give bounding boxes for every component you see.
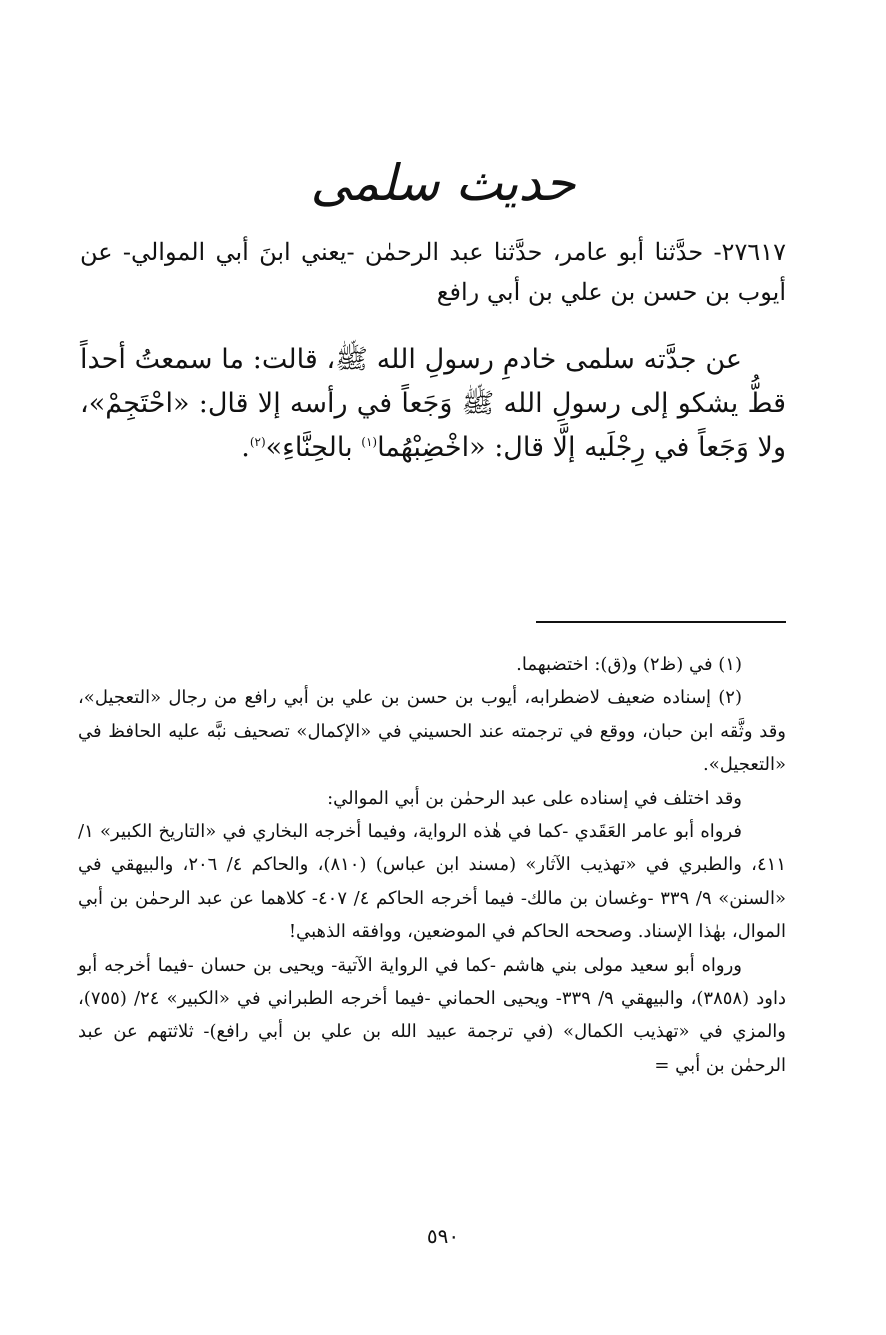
matn-indent	[742, 344, 786, 375]
isnad-text: حدَّثنا أبو عامر، حدَّثنا عبد الرحمٰن -يعني ابنَ أبي الموالي- عن أيوب بن حسن بن علي بن أبي رافع	[80, 238, 786, 306]
footnotes	[78, 648, 786, 1082]
footnote-marker-2[interactable]: (٢)	[249, 435, 266, 449]
footnote-2: (٢) إسناده ضعيف لاضطرابه، أيوب بن حسن بن علي بن أبي رافع من رجال «التعجيل»، وقد وثَّقه ابن حبان، ووقع في ترجمته عند الحسيني في «الإكمال» تصحيف نبَّه عليه الحافظ في «التعجيل».	[78, 687, 786, 776]
hadith-isnad	[80, 232, 786, 312]
matn-text-b: بالحِنَّاءِ»	[265, 432, 353, 463]
hadith-matn	[80, 338, 786, 470]
section-title: حديث سلمى	[310, 154, 576, 212]
footnote-separator	[536, 621, 786, 623]
footnote-marker-1[interactable]: (١)	[361, 435, 378, 449]
footnote-1: (١) في (ظ٢) و(ق): اختضبهما.	[516, 654, 742, 675]
matn-text-a: عن جدَّته سلمى خادمِ رسولِ الله ﷺ، قالت: ما سمعتُ أحداً قطُّ يشكو إلى رسولِ الله ﷺ وَجَعاً في رأسه إلا قال: «احْتَجِمْ»، ولا وَجَعاً في رِجْلَيه إلَّا قال: «اخْضِبْهُما	[80, 344, 786, 463]
footnote-paragraph: ورواه أبو سعيد مولى بني هاشم -كما في الرواية الآتية- ويحيى بن حسان -فيما أخرجه أبو داود (٣٨٥٨)، والبيهقي ٩/ ٣٣٩- ويحيى الحماني -فيما أخرجه الطبراني في «الكبير» ٢٤/ (٧٥٥)، والمزي في «تهذيب الكمال» (في ترجمة عبيد الله بن علي بن أبي رافع)- ثلاثتهم عن عبد الرحمٰن بن أبي =	[78, 954, 786, 1076]
footnote-paragraph: وقد اختلف في إسناده على عبد الرحمٰن بن أبي الموالي:	[327, 787, 742, 809]
hadith-number: ٢٧٦١٧-	[713, 238, 786, 266]
footnote-paragraph: فرواه أبو عامر العَقَدي -كما في هٰذه الرواية، وفيما أخرجه البخاري في «التاريخ الكبير» ١/ ٤١١، والطبري في «تهذيب الآثار» (مسند ابن عباس) (٨١٠)، والحاكم ٤/ ٢٠٦، والبيهقي في «السنن» ٩/ ٣٣٩ -وغسان بن مالك- فيما أخرجه الحاكم ٤/ ٤٠٧- كلاهما عن عبد الرحمٰن بن أبي الموال، بهٰذا الإسناد. وصححه الحاكم في الموضعين، ووافقه الذهبي!	[78, 821, 786, 943]
page-number: ٥٩٠	[426, 1224, 460, 1248]
matn-end: .	[241, 432, 250, 463]
